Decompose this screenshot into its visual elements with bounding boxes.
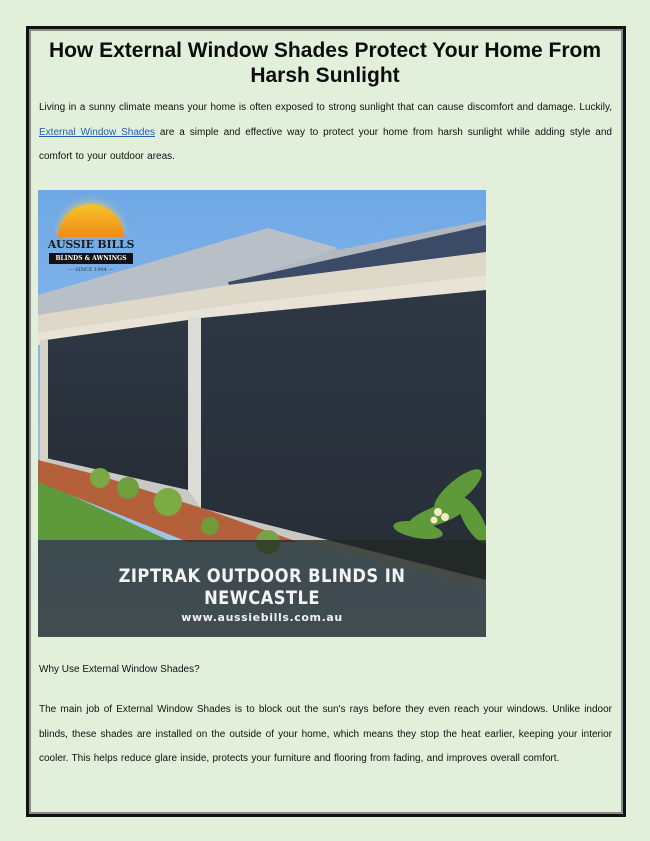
banner-url: www.aussiebills.com.au [181,611,343,624]
section-heading: Why Use External Window Shades? [39,664,200,675]
intro-text-after: are a simple and effective way to protect your home from harsh sunlight while adding style and comfort to your outdoor areas. [39,126,612,162]
external-window-shades-link[interactable]: External Window Shades [39,126,156,138]
logo-tagline: BLINDS & AWNINGS [49,253,133,264]
logo-name: AUSSIE BILLS [47,238,135,251]
aussie-bills-logo [46,198,136,278]
section-body: The main job of External Window Shades is to block out the sun's rays before they even reach your windows. Unlike indoor blinds, these shades are installed on the outside of your home, which means they stop the heat earlier, keeping your interior cooler. This helps reduce glare inside, protects your furniture and flooring from fading, and improves overall comfort. [39,704,612,764]
hero-image [38,190,486,637]
logo-since: — SINCE 1994 — [68,267,114,273]
intro-paragraph [39,96,612,170]
page-title: How External Window Shades Protect Your Home From Harsh Sunlight [48,39,602,87]
banner-title: ZIPTRAK OUTDOOR BLINDS IN NEWCASTLE [118,565,406,609]
sun-icon [58,204,124,237]
intro-text-before: Living in a sunny climate means your home is often exposed to strong sunlight that can cause discomfort and damage. Luckily, [39,102,612,113]
